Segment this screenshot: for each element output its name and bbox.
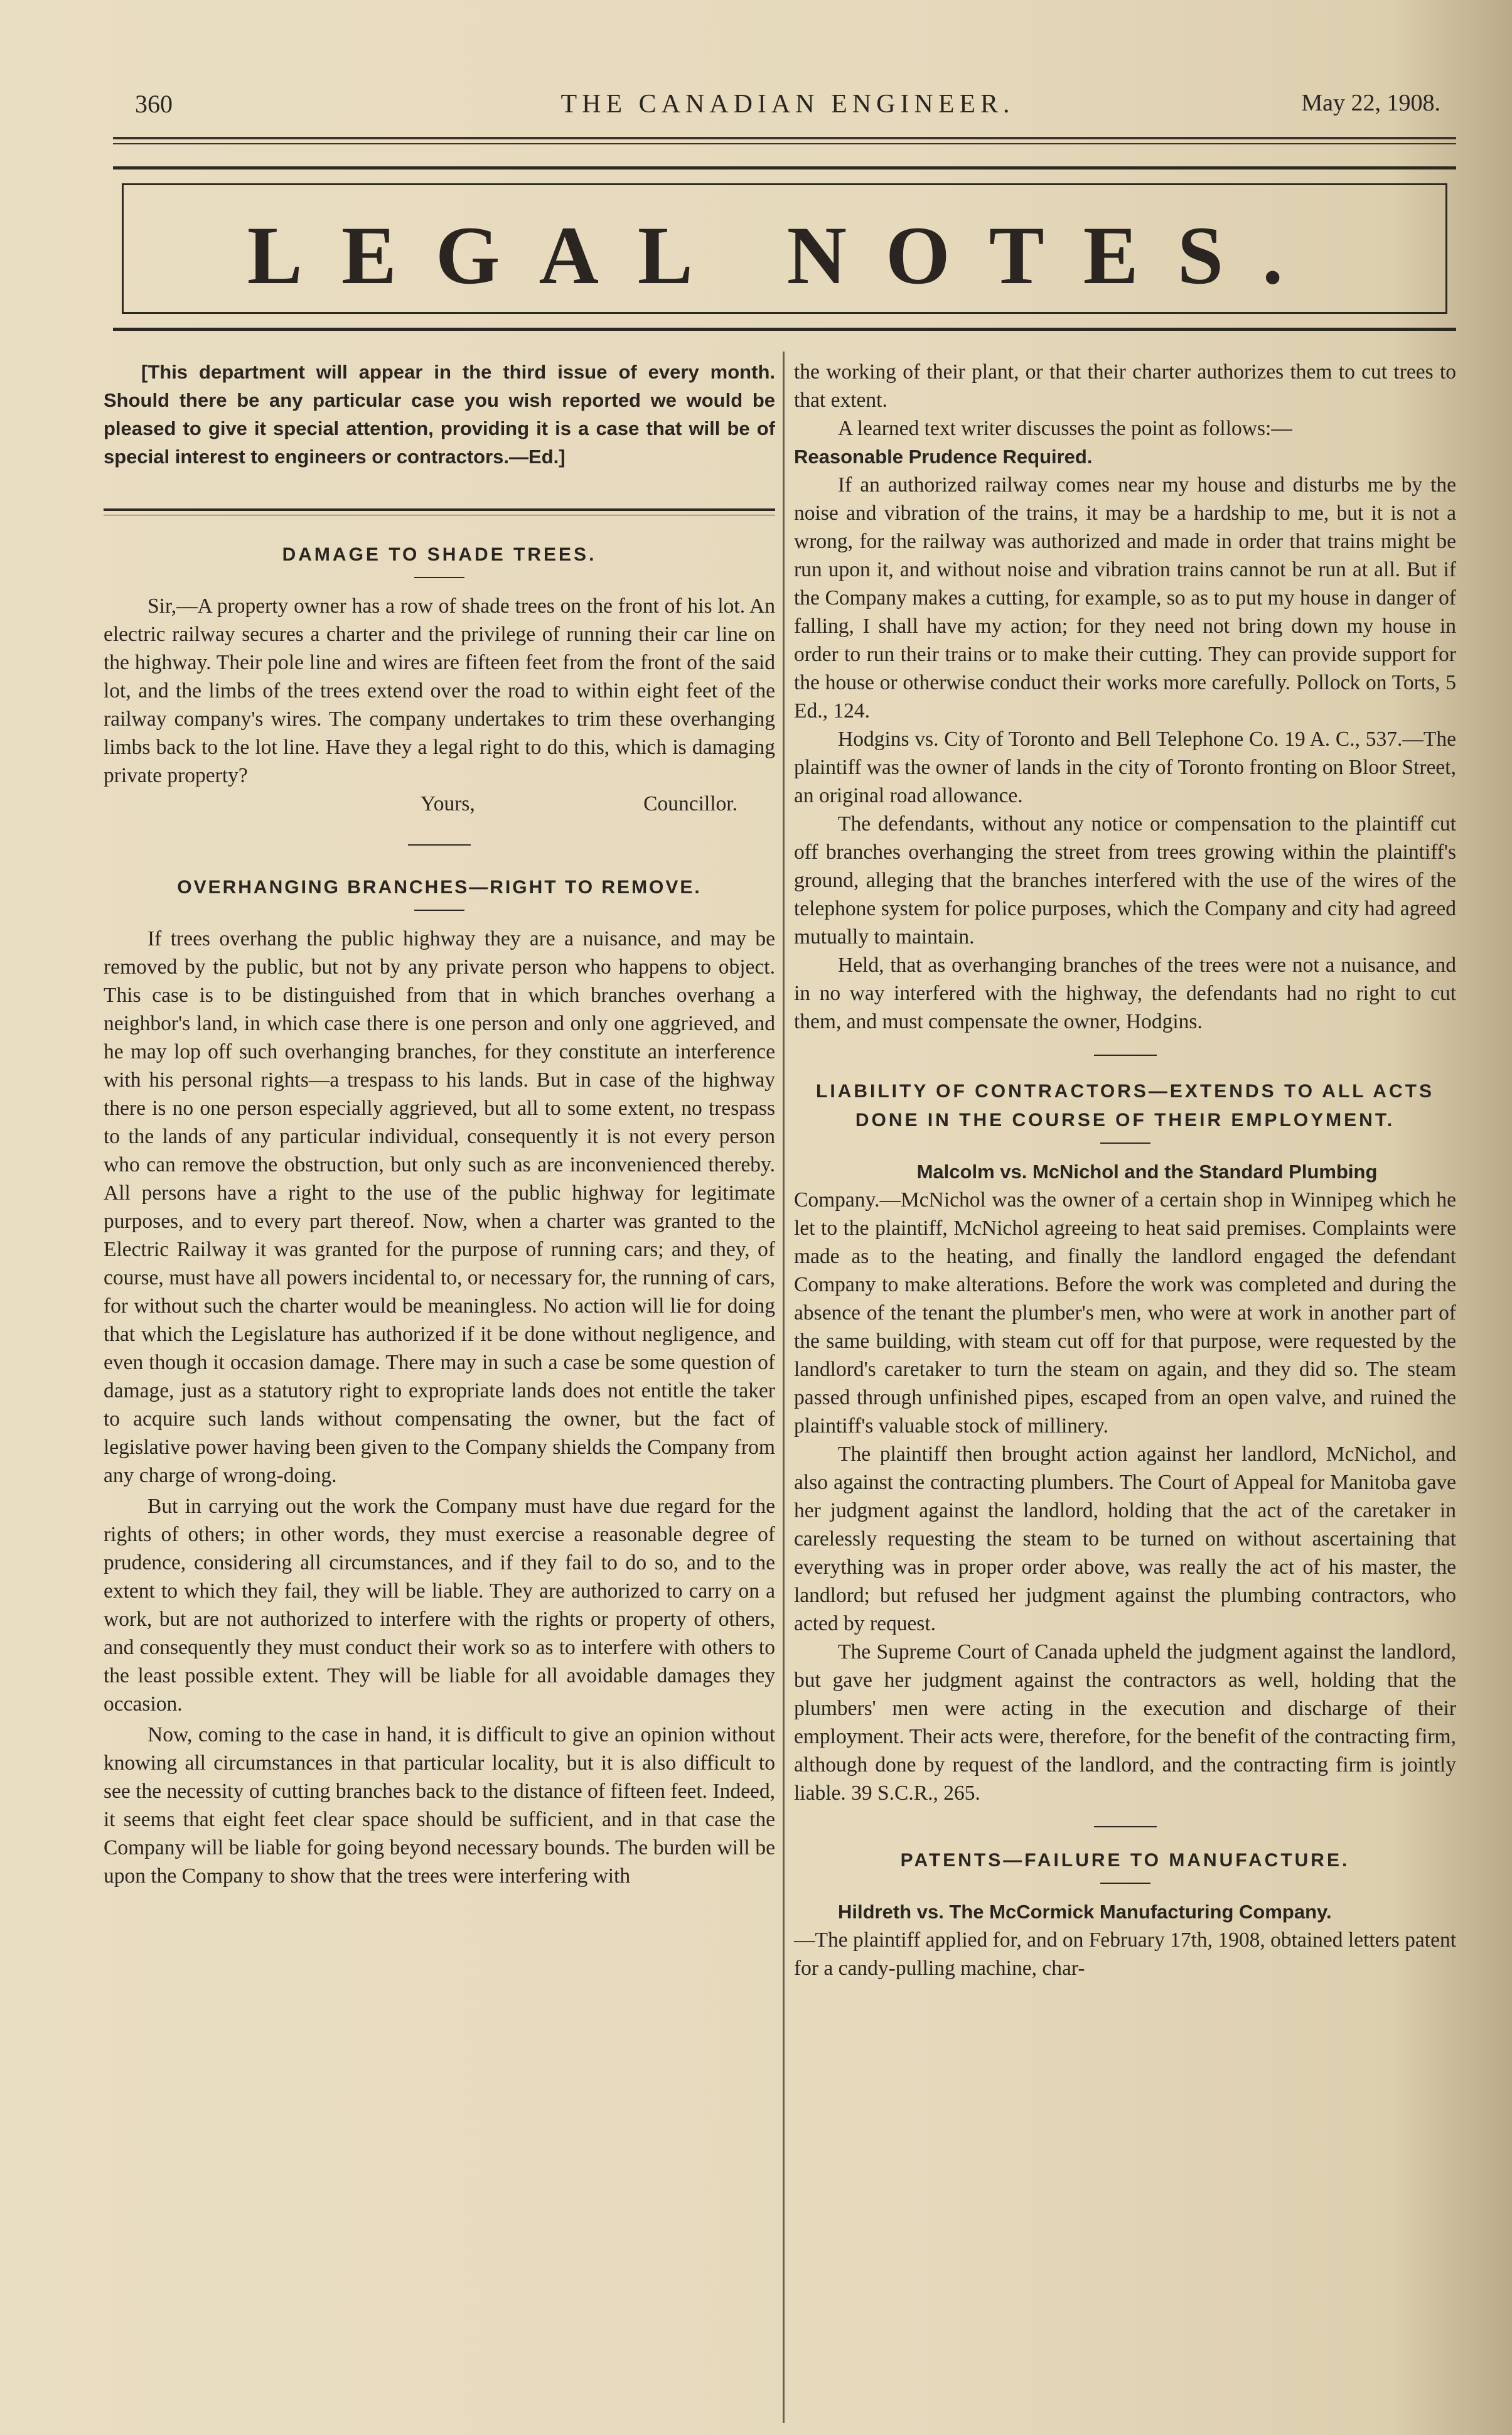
article-paragraph: The defendants, without any notice or compensation to the plaintiff cut off branches overhanging the street from trees growing within the plaintiff's ground, alleging that the branches interfered with the use of the wires of the telephone system for police purposes, which the Company and city had agreed mutually to maintain. (794, 812, 1456, 949)
subheading-reasonable-prudence: Reasonable Prudence Required. (794, 446, 1093, 468)
separator (1094, 1826, 1157, 1827)
right-column (794, 358, 1456, 1982)
editor-notice (104, 358, 775, 471)
editor-notice-text: [This department will appear in the third issue of every month. Should there be any particular case you wish reported we would be pleased to give it special attention, providing it is a case that will be of special interest to engineers or contractors.—Ed.] (104, 361, 775, 468)
article-paragraph: If an authorized railway comes near my house and disturbs me by the noise and vibration of the trains, it may be a hardship to me, but it is not a wrong, for the railway was authorized and made in order that trains might be run upon it, and without noise and vibration trains cannot be run at all. But if the Company makes a cutting, for example, so as to put my house in danger of falling, I shall have my action; for they need not bring down my house in order to run their trains or to make their cutting. They can provide support for the house or otherwise conduct their works more carefully. Pollock on Torts, 5 Ed., 124. (794, 473, 1456, 723)
heading-overhanging-branches: OVERHANGING BRANCHES—RIGHT TO REMOVE. (177, 877, 702, 898)
letter-body: Sir,—A property owner has a row of shade trees on the front of his lot. An electric railway secures a charter and the privilege of running their car line on the highway. Their pole line and wires are fifteen feet from the front of the said lot, and the limbs of the trees extend over the road to within eight feet of the railway company's wires. The company undertakes to trim these overhanging limbs back to the lot line. Have they a legal right to do this, which is damaging private property? (104, 594, 775, 787)
article-paragraph: The Supreme Court of Canada upheld the judgment against the landlord, but gave her judgment against the contractors as well, holding that the plumbers' men were acting in the execution and discharge of their employment. Their acts were, therefore, for the benefit of the contracting firm, although done by request of the landlord, and the contracting firm is jointly liable. 39 S.C.R., 265. (794, 1640, 1456, 1805)
page-number: 360 (135, 90, 173, 118)
letter-signature (104, 790, 775, 818)
case-title-hildreth: Hildreth vs. The McCormick Manufacturing Company. (838, 1901, 1332, 1923)
section-rule (104, 508, 775, 511)
heading-dash (414, 577, 464, 578)
article-paragraph: Company.—McNichol was the owner of a certain shop in Winnipeg which he let to the plaintiff, McNichol agreeing to heat said premises. Complaints were made as to the heating, and finally the landlord engaged the defendant Company to make alterations. Before the work was completed and during the absence of the tenant the plumber's men, who were at work in another part of the same building, with steam cut off for that purpose, were requested by the landlord's caretaker to turn the steam on again, and they did so. The steam passed through unfinished pipes, escaped from an open valve, and ruined the plaintiff's valuable stock of millinery. (794, 1188, 1456, 1438)
article-paragraph: A learned text writer discusses the point as follows:— (838, 417, 1292, 440)
section-banner (113, 166, 1456, 331)
publication-title: THE CANADIAN ENGINEER. (560, 90, 1015, 119)
column-rule (783, 352, 785, 2423)
heading-damage-shade-trees: DAMAGE TO SHADE TREES. (282, 544, 597, 565)
heading-dash (414, 910, 464, 911)
separator (1094, 1055, 1157, 1056)
heading-liability-contractors: LIABILITY OF CONTRACTORS—EXTENDS TO ALL ACTS DONE IN THE COURSE OF THEIR EMPLOYMENT. (816, 1081, 1434, 1131)
signature-name: Councillor. (643, 792, 737, 815)
header-rule-bottom (113, 143, 1456, 144)
article-paragraph: Hodgins vs. City of Toronto and Bell Telephone Co. 19 A. C., 537.—The plaintiff was the owner of lands in the city of Toronto fronting on Bloor Street, an original road allowance. (794, 728, 1456, 807)
article-paragraph: If trees overhang the public highway they are a nuisance, and may be removed by the public, but not by any private person who happens to object. This case is to be distinguished from that in which branches overhang a neighbor's land, in which case there is one person and only one aggrieved, and he may lop off such overhanging branches, for they constitute an interference with his personal rights—a trespass to his lands. But in case of the highway there is no one person especially aggrieved, but all to some extent, no trespass to the lands of any particular individual, consequently it is not every person who can remove the obstruction, but only such as are inconvenienced thereby. All persons have a right to the use of the public highway for legitimate purposes, and to every part thereof. Now, when a charter was granted to the Electric Railway it was granted for the purpose of running cars; and they, of course, must have all powers incidental to, or necessary for, the running of cars, for without such the charter would be meaningless. No action will lie for doing that which the Legislature has authorized if it be done without negligence, and even though it occasion damage. There may in such a case be some question of damage, just as a statutory right to expropriate lands does not entitle the taker to acquire such lands without compensating the owner, but the fact of legislative power having been given to the Company shields the Company from any charge of wrong-doing. (104, 927, 775, 1487)
issue-date: May 22, 1908. (1301, 90, 1440, 116)
article-paragraph: Held, that as overhanging branches of the trees were not a nuisance, and in no way interfered with the highway, the defendants had no right to cut them, and must compensate the owner, Hodgins. (794, 954, 1456, 1033)
running-head (135, 89, 1440, 127)
separator (408, 844, 471, 846)
left-column (104, 358, 775, 1890)
article-paragraph: The plaintiff then brought action against her landlord, McNichol, and also against the contracting plumbers. The Court of Appeal for Manitoba gave her judgment against the landlord, holding that the act of the caretaker in carelessly requesting the steam to be turned on without ascertaining that everything was in proper order above, was really the act of his master, the landlord; but refused her judgment against the plumbing contractors, who acted by request. (794, 1443, 1456, 1635)
article-paragraph: Now, coming to the case in hand, it is difficult to give an opinion without knowing all circumstances in that particular locality, but it is also difficult to see the necessity of cutting branches back to the distance of fifteen feet. Indeed, it seems that eight feet clear space should be sufficient, and in that case the Company will be liable for going beyond necessary bounds. The burden will be upon the Company to show that the trees were interfering with (104, 1723, 775, 1888)
article-paragraph: But in carrying out the work the Company must have due regard for the rights of others; in other words, they must exercise a reasonable degree of prudence, considering all circumstances, and if they fail to do so, and to the extent to which they fail, they will be liable. They are authorized to carry on a work, but are not authorized to interfere with the rights or property of others, and consequently they must conduct their work so as to interfere with others to the least possible extent. They will be liable for all avoidable damages they occasion. (104, 1495, 775, 1716)
heading-dash (1100, 1883, 1150, 1884)
heading-patents: PATENTS—FAILURE TO MANUFACTURE. (900, 1850, 1350, 1871)
article-paragraph: —The plaintiff applied for, and on February 17th, 1908, obtained letters patent for a candy-pulling machine, char- (794, 1928, 1456, 1980)
header-rule-top (113, 137, 1456, 139)
signature-yours: Yours, (420, 792, 475, 815)
banner-title: LEGAL NOTES. (247, 209, 1322, 301)
continued-paragraph: the working of their plant, or that their charter authorizes them to cut trees to that extent. (794, 360, 1456, 412)
case-title-malcolm: Malcolm vs. McNichol and the Standard Plumbing (916, 1161, 1378, 1183)
heading-dash (1100, 1142, 1150, 1144)
